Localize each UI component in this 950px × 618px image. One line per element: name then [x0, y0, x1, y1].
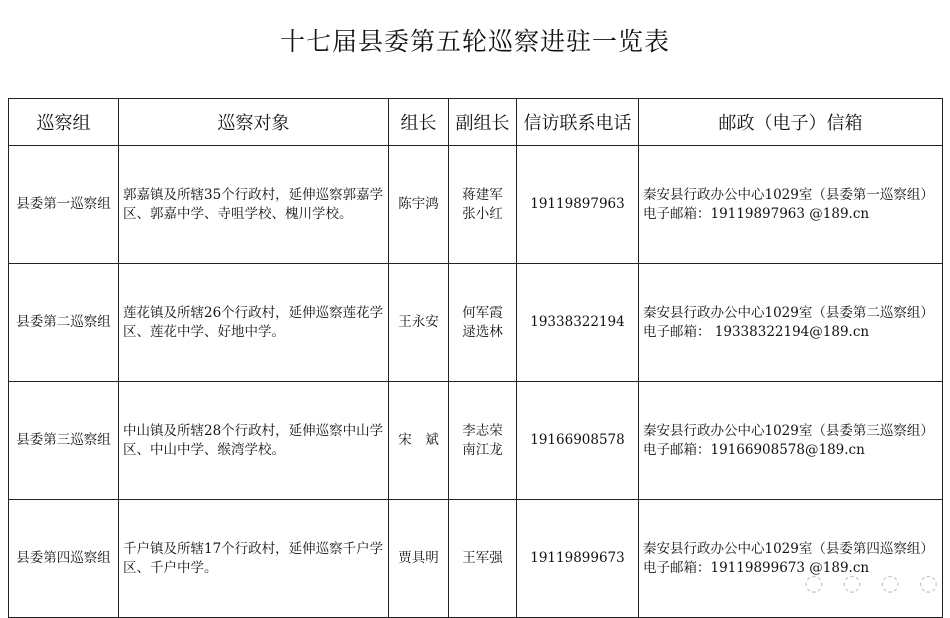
- deputy-name: 王军强: [462, 550, 503, 566]
- deputy-name: 李志荣: [462, 422, 503, 439]
- phone-cell: 19119897963: [517, 146, 639, 264]
- inspection-table: [8, 98, 943, 618]
- mail-cell: [639, 264, 943, 382]
- header-deputy: 副组长: [449, 99, 517, 146]
- group-cell: 县委第四巡察组: [9, 500, 119, 618]
- target-cell: 千户镇及所辖17个行政村，延伸巡察千户学区、千户中学。: [119, 500, 389, 618]
- leader-cell: 王永安: [389, 264, 449, 382]
- page-title: 十七届县委第五轮巡察进驻一览表: [279, 27, 670, 56]
- deputy-name: 逯选林: [462, 323, 503, 340]
- deputy-name: 何军霞: [462, 304, 503, 321]
- table-row: [9, 146, 943, 264]
- postal-address: 秦安县行政办公中心1029室（县委第三巡察组）: [643, 422, 934, 439]
- mail-cell: [639, 382, 943, 500]
- table-row: [9, 382, 943, 500]
- group-cell: 县委第二巡察组: [9, 264, 119, 382]
- table-row: [9, 500, 943, 618]
- header-group: 巡察组: [9, 99, 119, 146]
- mail-cell: [639, 146, 943, 264]
- email-address: 电子邮箱：19119899673 @189.cn: [643, 559, 870, 576]
- target-cell: 中山镇及所辖28个行政村，延伸巡察中山学区、中山中学、缑湾学校。: [119, 382, 389, 500]
- deputy-cell: [449, 146, 517, 264]
- target-cell: 郭嘉镇及所辖35个行政村，延伸巡察郭嘉学区、郭嘉中学、寺咀学校、槐川学校。: [119, 146, 389, 264]
- postal-address: 秦安县行政办公中心1029室（县委第一巡察组）: [643, 186, 934, 203]
- email-address: 电子邮箱： 19338322194@189.cn: [643, 323, 870, 340]
- phone-cell: 19338322194: [517, 264, 639, 382]
- group-cell: 县委第一巡察组: [9, 146, 119, 264]
- header-phone: 信访联系电话: [517, 99, 639, 146]
- deputy-cell: [449, 382, 517, 500]
- postal-address: 秦安县行政办公中心1029室（县委第二巡察组）: [643, 304, 934, 321]
- mail-cell: [639, 500, 943, 618]
- watermark-logo: ◌ ◌ ◌ ◌: [804, 571, 944, 596]
- email-address: 电子邮箱：19119897963 @189.cn: [643, 205, 870, 222]
- leader-cell: 宋 斌: [389, 382, 449, 500]
- postal-address: 秦安县行政办公中心1029室（县委第四巡察组）: [643, 540, 934, 557]
- header-mail: 邮政（电子）信箱: [639, 99, 943, 146]
- deputy-name: 蒋建军: [462, 186, 503, 203]
- email-address: 电子邮箱：19166908578@189.cn: [643, 441, 865, 458]
- phone-cell: 19119899673: [517, 500, 639, 618]
- table-header-row: [9, 99, 943, 146]
- deputy-cell: [449, 500, 517, 618]
- header-leader: 组长: [389, 99, 449, 146]
- table-row: [9, 264, 943, 382]
- phone-cell: 19166908578: [517, 382, 639, 500]
- leader-cell: 贾具明: [389, 500, 449, 618]
- deputy-cell: [449, 264, 517, 382]
- leader-cell: 陈宇鸿: [389, 146, 449, 264]
- deputy-name: 张小红: [462, 205, 503, 222]
- target-cell: 莲花镇及所辖26个行政村，延伸巡察莲花学区、莲花中学、好地中学。: [119, 264, 389, 382]
- deputy-name: 南江龙: [462, 441, 503, 458]
- header-target: 巡察对象: [119, 99, 389, 146]
- group-cell: 县委第三巡察组: [9, 382, 119, 500]
